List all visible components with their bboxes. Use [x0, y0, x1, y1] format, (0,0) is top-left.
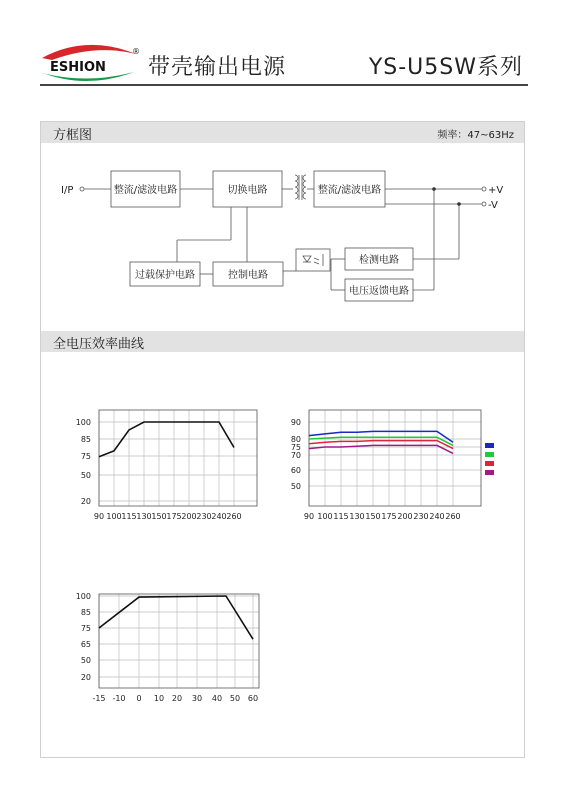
page-title: 带壳输出电源 [148, 55, 287, 80]
block-diagram-header [41, 122, 524, 143]
y-tick-label: 65 [80, 640, 91, 649]
legend-swatch [485, 461, 494, 466]
header-divider [40, 84, 528, 86]
logo-brand-text: ESHION [50, 60, 106, 75]
plot-frame [99, 410, 257, 506]
x-tick-label: 150 [365, 512, 381, 521]
block-diagram [41, 144, 524, 324]
load-vs-temperature-chart [41, 574, 281, 724]
legend-swatch [485, 443, 494, 448]
legend-swatch [485, 452, 494, 457]
plot-frame [309, 410, 481, 506]
load-vs-input-voltage-chart [41, 390, 281, 540]
datasheet-panel [40, 121, 525, 758]
x-tick-label: 0 [136, 694, 142, 703]
y-tick-label: 75 [80, 452, 91, 461]
x-tick-label: 40 [211, 694, 223, 703]
y-tick-label: 20 [80, 673, 91, 682]
y-tick-label: 100 [75, 418, 91, 427]
series-line [309, 445, 453, 453]
frequency-label: 频率：47~63Hz [437, 130, 514, 141]
block-overload-protection [130, 262, 200, 286]
y-tick-label: 80 [290, 435, 301, 444]
output-terminal-positive [482, 187, 486, 191]
y-tick-label: 50 [80, 656, 91, 665]
efficiency-section-header [41, 331, 524, 352]
x-tick-label: 60 [247, 694, 259, 703]
efficiency-vs-input-voltage-chart [273, 390, 523, 540]
x-tick-label: 260 [226, 512, 242, 521]
svg-text:控制电路: 控制电路 [228, 270, 268, 281]
y-tick-label: 90 [290, 418, 301, 427]
x-tick-label: 115 [333, 512, 349, 521]
y-tick-label: 20 [80, 497, 91, 506]
x-tick-label: 150 [151, 512, 167, 521]
junction-dot [457, 202, 461, 206]
logo-red-swoosh [42, 45, 136, 60]
optocoupler-icon [296, 249, 330, 271]
svg-text:整流/滤波电路: 整流/滤波电路 [317, 185, 382, 196]
output-label-negative: -V [488, 200, 498, 211]
block-voltage-feedback [345, 279, 413, 301]
x-tick-label: 230 [413, 512, 429, 521]
registered-mark: ® [132, 47, 140, 56]
series-name: YS-U5SW系列 [368, 55, 523, 80]
block-rectifier-filter-output [314, 171, 385, 207]
output-label-positive: +V [488, 185, 504, 196]
x-tick-label: 30 [191, 694, 203, 703]
svg-text:整流/滤波电路: 整流/滤波电路 [113, 185, 178, 196]
legend-swatch [485, 470, 494, 475]
x-tick-label: -10 [112, 694, 126, 703]
x-tick-label: 200 [181, 512, 197, 521]
x-tick-label: 115 [121, 512, 137, 521]
x-tick-label: 175 [381, 512, 397, 521]
y-tick-label: 70 [290, 451, 301, 460]
block-control [213, 262, 283, 286]
y-tick-label: 100 [75, 592, 91, 601]
x-tick-label: 260 [445, 512, 461, 521]
block-switching [213, 171, 282, 207]
input-label: I/P [61, 185, 74, 196]
y-tick-label: 85 [80, 608, 91, 617]
svg-text:检测电路: 检测电路 [359, 255, 399, 266]
x-tick-label: 50 [229, 694, 241, 703]
x-tick-label: 10 [153, 694, 165, 703]
y-tick-label: 50 [80, 471, 91, 480]
output-terminal-negative [482, 202, 486, 206]
junction-dot [432, 187, 436, 191]
svg-text:切换电路: 切换电路 [227, 185, 268, 196]
x-tick-label: 130 [136, 512, 152, 521]
x-tick-label: 100 [106, 512, 122, 521]
svg-text:过载保护电路: 过载保护电路 [135, 270, 195, 281]
block-rectifier-filter-input [111, 171, 180, 207]
x-tick-label: 100 [317, 512, 333, 521]
y-tick-label: 50 [290, 482, 301, 491]
svg-text:电压返馈电路: 电压返馈电路 [349, 286, 409, 297]
x-tick-label: 90 [303, 512, 315, 521]
x-tick-label: 175 [166, 512, 182, 521]
x-tick-label: 20 [171, 694, 183, 703]
transformer-icon [295, 175, 306, 200]
x-tick-label: -15 [92, 694, 106, 703]
x-tick-label: 130 [349, 512, 365, 521]
y-tick-label: 75 [290, 443, 301, 452]
x-tick-label: 240 [211, 512, 227, 521]
x-tick-label: 240 [429, 512, 445, 521]
x-tick-label: 90 [93, 512, 105, 521]
x-tick-label: 230 [196, 512, 212, 521]
series-line [99, 422, 234, 457]
eshion-logo [36, 38, 142, 88]
block-diagram-title: 方框图 [53, 128, 93, 143]
efficiency-section-title: 全电压效率曲线 [53, 337, 145, 352]
input-terminal [80, 187, 84, 191]
y-tick-label: 60 [290, 466, 301, 475]
y-tick-label: 75 [80, 624, 91, 633]
block-detection [345, 248, 413, 270]
x-tick-label: 200 [397, 512, 413, 521]
series-line [99, 596, 253, 639]
y-tick-label: 85 [80, 435, 91, 444]
